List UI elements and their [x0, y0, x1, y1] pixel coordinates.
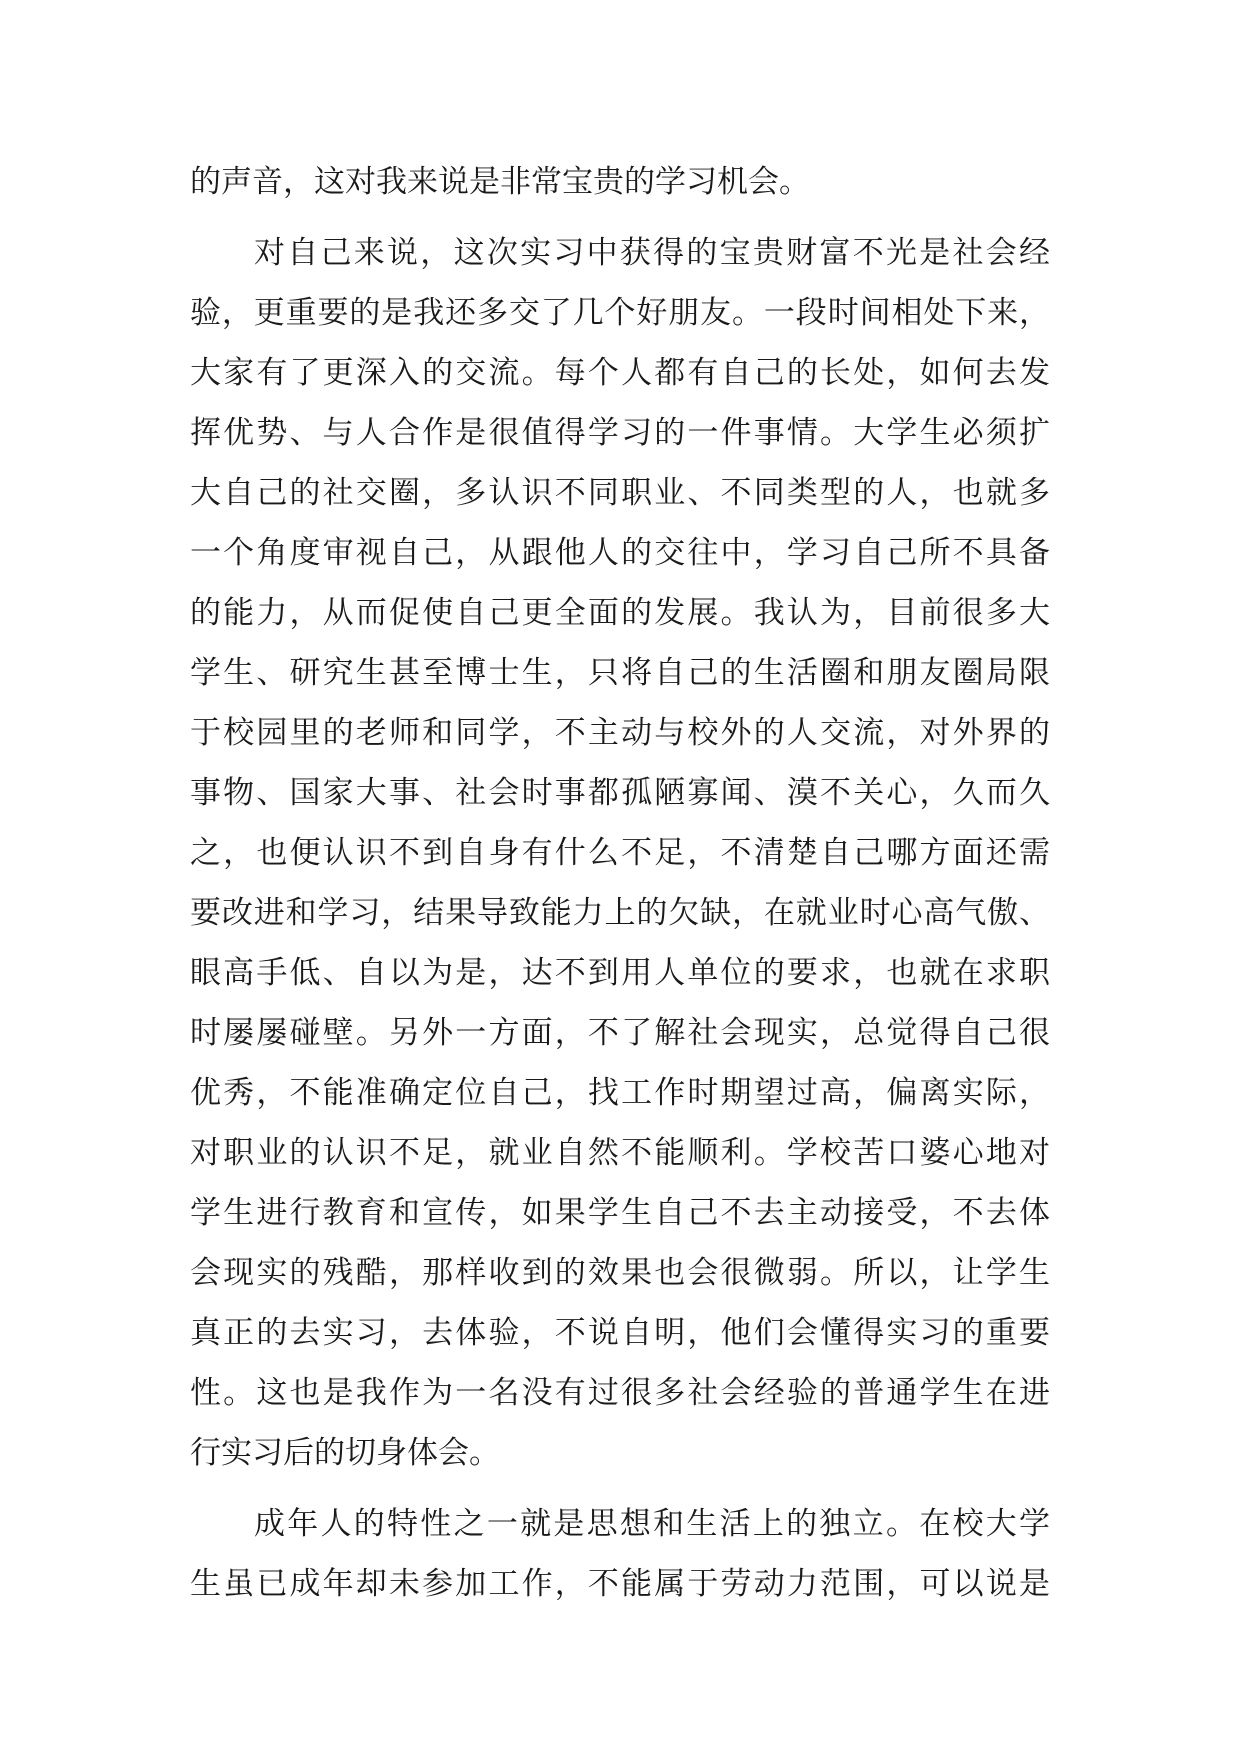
text-line: 要改进和学习，结果导致能力上的欠缺，在就业时心高气傲、	[190, 895, 1050, 931]
paragraph-3	[190, 1494, 1050, 1614]
text-line: 于校园里的老师和同学，不主动与校外的人交流，对外界的	[190, 715, 1050, 751]
text-line: 成年人的特性之一就是思想和生活上的独立。在校大学	[254, 1506, 1050, 1542]
text-line: 优秀，不能准确定位自己，找工作时期望过高，偏离实际，	[190, 1075, 1050, 1111]
text-line: 的声音，这对我来说是非常宝贵的学习机会。	[190, 164, 810, 200]
paragraph-1	[190, 152, 1050, 212]
text-line: 学生、研究生甚至博士生，只将自己的生活圈和朋友圈局限	[190, 655, 1050, 691]
body-text	[190, 152, 1050, 1614]
text-line: 的能力，从而促使自己更全面的发展。我认为，目前很多大	[190, 595, 1050, 631]
text-line: 真正的去实习，去体验，不说自明，他们会懂得实习的重要	[190, 1315, 1050, 1351]
text-line: 性。这也是我作为一名没有过很多社会经验的普通学生在进	[190, 1375, 1050, 1411]
text-line: 对自己来说，这次实习中获得的宝贵财富不光是社会经	[254, 235, 1050, 271]
text-line: 行实习后的切身体会。	[190, 1435, 500, 1471]
text-line: 会现实的残酷，那样收到的效果也会很微弱。所以，让学生	[190, 1255, 1050, 1291]
text-line: 事物、国家大事、社会时事都孤陋寡闻、漠不关心，久而久	[190, 775, 1050, 811]
text-line: 对职业的认识不足，就业自然不能顺利。学校苦口婆心地对	[190, 1135, 1050, 1171]
paragraph-2	[190, 223, 1050, 1483]
text-line: 大自己的社交圈，多认识不同职业、不同类型的人，也就多	[190, 475, 1050, 511]
text-line: 一个角度审视自己，从跟他人的交往中，学习自己所不具备	[190, 535, 1050, 571]
text-line: 大家有了更深入的交流。每个人都有自己的长处，如何去发	[190, 355, 1050, 391]
text-line: 挥优势、与人合作是很值得学习的一件事情。大学生必须扩	[190, 415, 1050, 451]
text-line: 生虽已成年却未参加工作，不能属于劳动力范围，可以说是	[190, 1566, 1050, 1602]
text-line: 验，更重要的是我还多交了几个好朋友。一段时间相处下来，	[190, 295, 1050, 331]
text-line: 学生进行教育和宣传，如果学生自己不去主动接受，不去体	[190, 1195, 1050, 1231]
text-line: 眼高手低、自以为是，达不到用人单位的要求，也就在求职	[190, 955, 1050, 991]
text-line: 之，也便认识不到自身有什么不足，不清楚自己哪方面还需	[190, 835, 1050, 871]
text-line: 时屡屡碰壁。另外一方面，不了解社会现实，总觉得自己很	[190, 1015, 1050, 1051]
